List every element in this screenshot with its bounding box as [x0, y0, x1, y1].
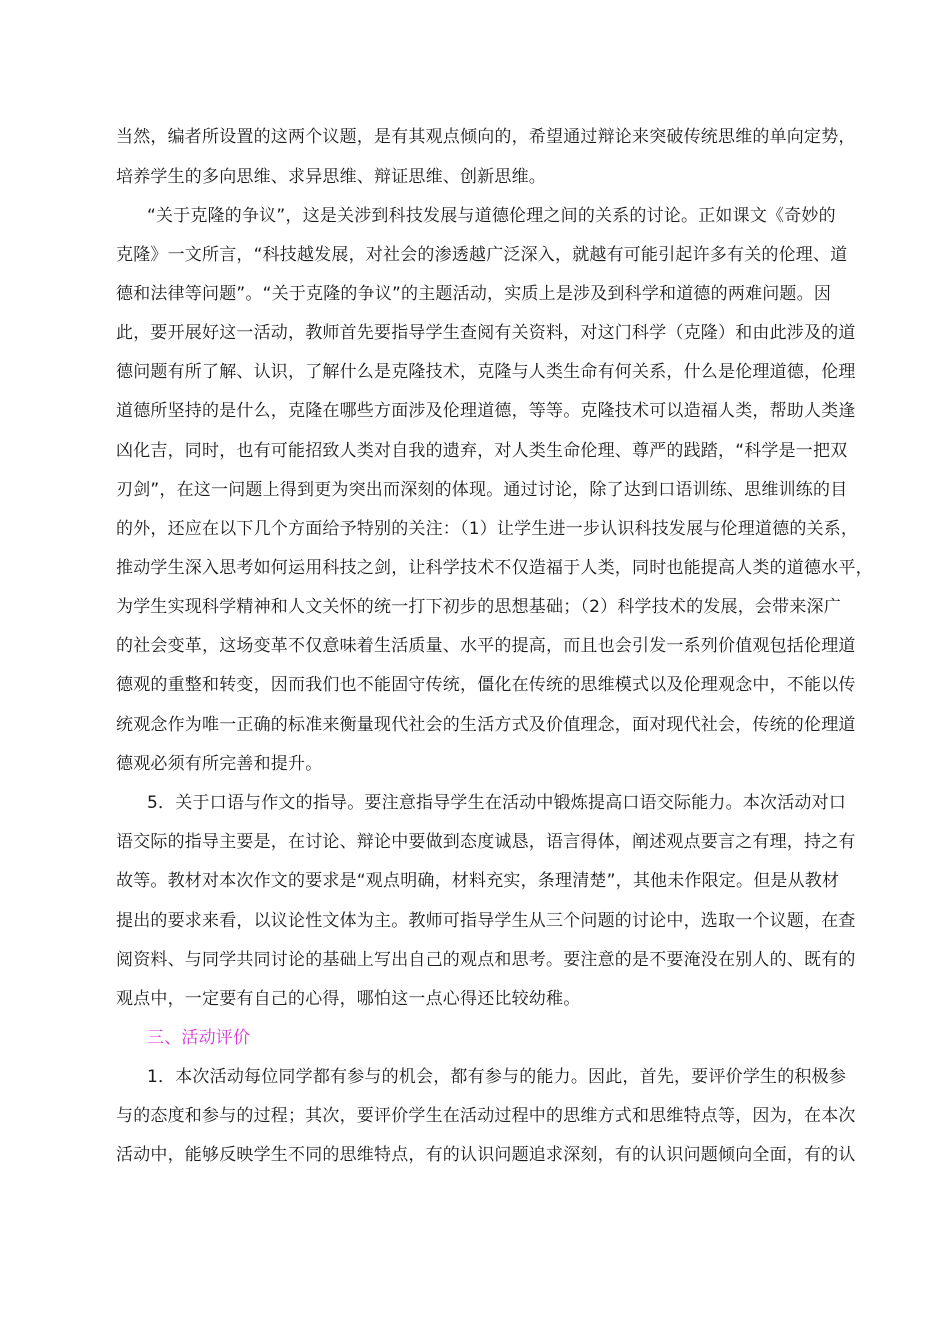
text-line: 当然，编者所设置的这两个议题，是有其观点倾向的，希望通过辩论来突破传统思维的单向定势， — [116, 127, 856, 147]
text-line: 凶化吉，同时，也有可能招致人类对自我的遗弃，对人类生命伦理、尊严的践踏，“科学是一把双 — [116, 441, 848, 461]
text-line: 德观的重整和转变，因而我们也不能固守传统，僵化在传统的思维模式以及伦理观念中，不能以传 — [116, 675, 856, 695]
text-line: 推动学生深入思考如何运用科技之剑，让科学技术不仅造福于人类，同时也能提高人类的道德水平， — [116, 558, 873, 578]
text-line: 此，要开展好这一活动，教师首先要指导学生查阅有关资料，对这门科学（克隆）和由此涉及的道 — [116, 323, 856, 343]
text-line: 提出的要求来看，以议论性文体为主。教师可指导学生从三个问题的讨论中，选取一个议题，在查 — [116, 911, 856, 931]
text-line: 刃剑”，在这一问题上得到更为突出而深刻的体现。通过讨论，除了达到口语训练、思维训练的目 — [116, 480, 848, 500]
text-line: 为学生实现科学精神和人文关怀的统一打下初步的思想基础；（2）科学技术的发展，会带来深广 — [116, 597, 841, 617]
text-line: 5．关于口语与作文的指导。要注意指导学生在活动中锻炼提高口语交际能力。本次活动对口 — [147, 793, 847, 813]
text-line: 观点中，一定要有自己的心得，哪怕这一点心得还比较幼稚。 — [116, 989, 581, 1009]
text-line: 德问题有所了解、认识，了解什么是克隆技术，克隆与人类生命有何关系，什么是伦理道德，伦理 — [116, 362, 856, 382]
text-line: 道德所坚持的是什么，克隆在哪些方面涉及伦理道德，等等。克隆技术可以造福人类，帮助人类逢 — [116, 401, 856, 421]
text-line: 的外，还应在以下几个方面给予特别的关注：（1）让学生进一步认识科技发展与伦理道德的关系， — [116, 519, 859, 539]
text-line: 故等。教材对本次作文的要求是“观点明确，材料充实，条理清楚”，其他未作限定。但是从教材 — [116, 871, 840, 891]
text-line: 统观念作为唯一正确的标准来衡量现代社会的生活方式及价值理念，面对现代社会，传统的伦理道 — [116, 715, 856, 735]
text-line: 与的态度和参与的过程；其次，要评价学生在活动过程中的思维方式和思维特点等，因为，在本次 — [116, 1106, 856, 1126]
text-line: 培养学生的多向思维、求异思维、辩证思维、创新思维。 — [116, 167, 546, 187]
text-line: 德和法律等问题”。“关于克隆的争议”的主题活动，实质上是涉及到科学和道德的两难问题。因 — [116, 284, 832, 304]
text-line: 语交际的指导主要是，在讨论、辩论中要做到态度诚恳，语言得体，阐述观点要言之有理，持之有 — [116, 832, 856, 852]
text-line: 的社会变革，这场变革不仅意味着生活质量、水平的提高，而且也会引发一系列价值观包括伦理道 — [116, 636, 856, 656]
text-line: 阅资料、与同学共同讨论的基础上写出自己的观点和思考。要注意的是不要淹没在别人的、既有的 — [116, 950, 856, 970]
section-heading: 三、活动评价 — [147, 1028, 251, 1048]
text-line: 活动中，能够反映学生不同的思维特点，有的认识问题追求深刻，有的认识问题倾向全面，有的认 — [116, 1145, 856, 1165]
text-line: 1．本次活动每位同学都有参与的机会，都有参与的能力。因此，首先，要评价学生的积极参 — [147, 1067, 847, 1087]
text-line: 德观必须有所完善和提升。 — [116, 754, 323, 774]
text-line: 克隆》一文所言，“科技越发展，对社会的渗透越广泛深入，就越有可能引起许多有关的伦理、道 — [116, 245, 848, 265]
text-line: “关于克隆的争议”，这是关涉到科技发展与道德伦理之间的关系的讨论。正如课文《奇妙的 — [147, 206, 836, 226]
